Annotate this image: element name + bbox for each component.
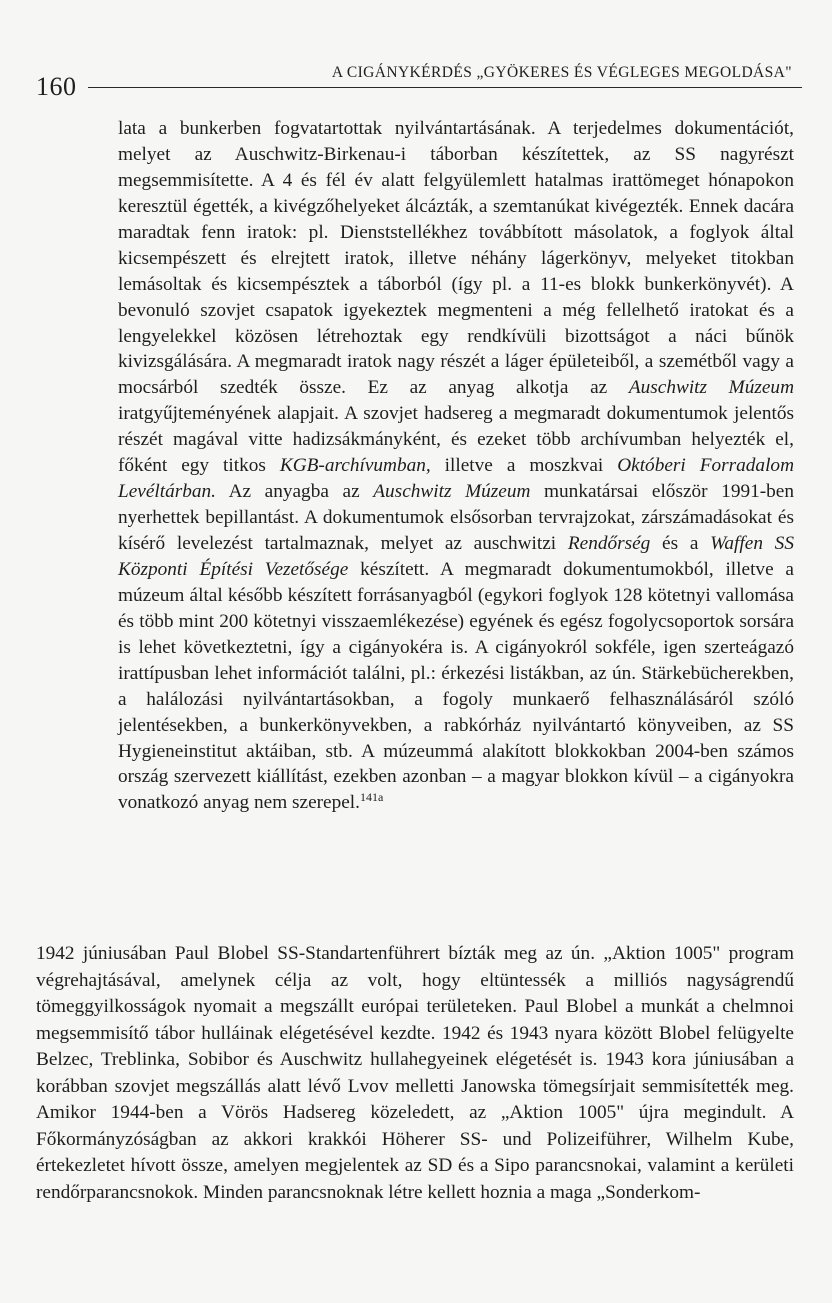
italic-run: Rendőrség [567, 533, 651, 554]
text-run: Az anyagba az [228, 481, 360, 503]
running-header: A CIGÁNYKÉRDÉS „GYÖKERES ÉS VÉGLEGES MEGOLDÁSA" [331, 64, 792, 81]
text-run: munkatársai először 1991-ben nyerhettek bepillantást. A dokumentumok elsősorban tervrajzokat, zárszámadásokat és kísérő levelezést tartalmaznak, melyet az auschwitzi [118, 481, 795, 554]
footnote-reference[interactable]: 141a [360, 790, 384, 805]
body-paragraph-text: 1942 júniusában Paul Blobel SS-Standartenführert bízták meg az ún. „Aktion 1005" program végrehajtásával, amelynek célja az volt, hogy eltüntessék a milliós nagyságrendű tömeggyilkosságok nyomait a megszállt európai területeken. Paul Blobel a munkát a chelmnoi megsemmisítő tábor hulláinak elégetésével kezdte. 1942 és 1943 nyara között Blobel felügyelte Belzec, Treblinka, Sobibor és Auschwitz hullahegyeinek elégetését is. 1943 kora júniusában a korábban szovjet megszállás alatt lévő Lvov melletti Janowska tömegsírjait semmisítették meg. Amikor 1944-ben a Vörös Hadsereg közeledett, az „Aktion 1005" újra megindult. A Főkormányzóságban az akkori krakkói Höherer SS- und Polizeiführer, Wilhelm Kube, értekezletet hívott össze, amelyen megjelentek az SD és a Sipo parancsnokai, valamint a kerületi rendőrparancsnokok. Minden parancsnoknak létre kellett hoznia a maga „Sonderkom- [36, 943, 794, 1203]
italic-run: Auschwitz Múzeum [628, 377, 794, 399]
header-rule [88, 87, 802, 88]
page-number: 160 [36, 72, 77, 101]
body-paragraph [36, 941, 794, 1206]
text-run: lata a bunkerben fogvatartottak nyilvántartásának. A terjedelmes dokumentációt, melyet az Auschwitz-Birkenau-i táborban készítettek, az SS nagyrészt megsemmisítette. A 4 és fél év alatt felgyülemlett hatalmas irattömeget hónapokon keresztül égették, a kivégzőhelyeket álcázták, a szemtanúkat kivégezték. Ennek dacára maradtak fenn iratok: pl. Dienststellékhez továbbított másolatok, a foglyok által kicsempészett és elrejtett iratok, illetve néhány lágerkönyv, melyeket titokban lemásoltak és kicsempésztek a táborból (így pl. a 11-es blokk bunkerkönyvét). A bevonuló szovjet csapatok igyekeztek megmenteni a még fellelhető iratokat és a lengyelekkel közösen létrehoztak egy rendkívüli bizottságot a náci bűnök kivizsgálására. A megmaradt iratok nagy részét a láger épületeiből, a szemétből vagy a mocsárból szedték össze. Ez az anyag alkotja az [118, 118, 794, 399]
italic-run: KGB-archívumban, [279, 455, 431, 477]
text-run: és a [662, 533, 699, 554]
text-run: készített. A megmaradt dokumentumokból, illetve a múzeum által később készített forrásanyagból (egykori foglyok 128 kötetnyi vallomása és több mint 200 kötetnyi visszaemlékezése) egyének és egész fogolycsoportok sorsára is lehet következtetni, így a cigányokéra is. A cigányokról sokféle, igen szerteágazó irattípusban lehet információt találni, pl.: érkezési listákban, az ún. Stärkebücherekben, a halálozási nyilvántartásokban, a fogoly munkaerő felhasználásáról szóló jelentésekben, a bunkerkönyvekben, a rabkórház nyilvántartó könyveiben, az SS Hygieneinstitut aktáiban, stb. A múzeummá alakított blokkokban 2004-ben számos ország szervezett kiállítást, ezekben azonban – a magyar blokkon kívül – a cigányokra vonatkozó anyag nem szerepel. [118, 558, 794, 814]
italic-run: Auschwitz Múzeum [373, 481, 531, 503]
text-run: illetve a moszkvai [444, 455, 604, 477]
text-run: iratgyűjteményének alapjait. A szovjet hadsereg a megmaradt dokumentumok jelentős részét magával vitte hadizsákmányként, és ezeket több archívumban helyezték el, főként egy titkos [118, 403, 794, 477]
italic-run: Októberi Forradalom Levéltárban. [118, 455, 794, 503]
indented-paragraph [118, 116, 794, 816]
indented-paragraph-text [118, 116, 794, 816]
italic-run: Waffen SS Központi Építési Vezetősége [118, 533, 794, 580]
